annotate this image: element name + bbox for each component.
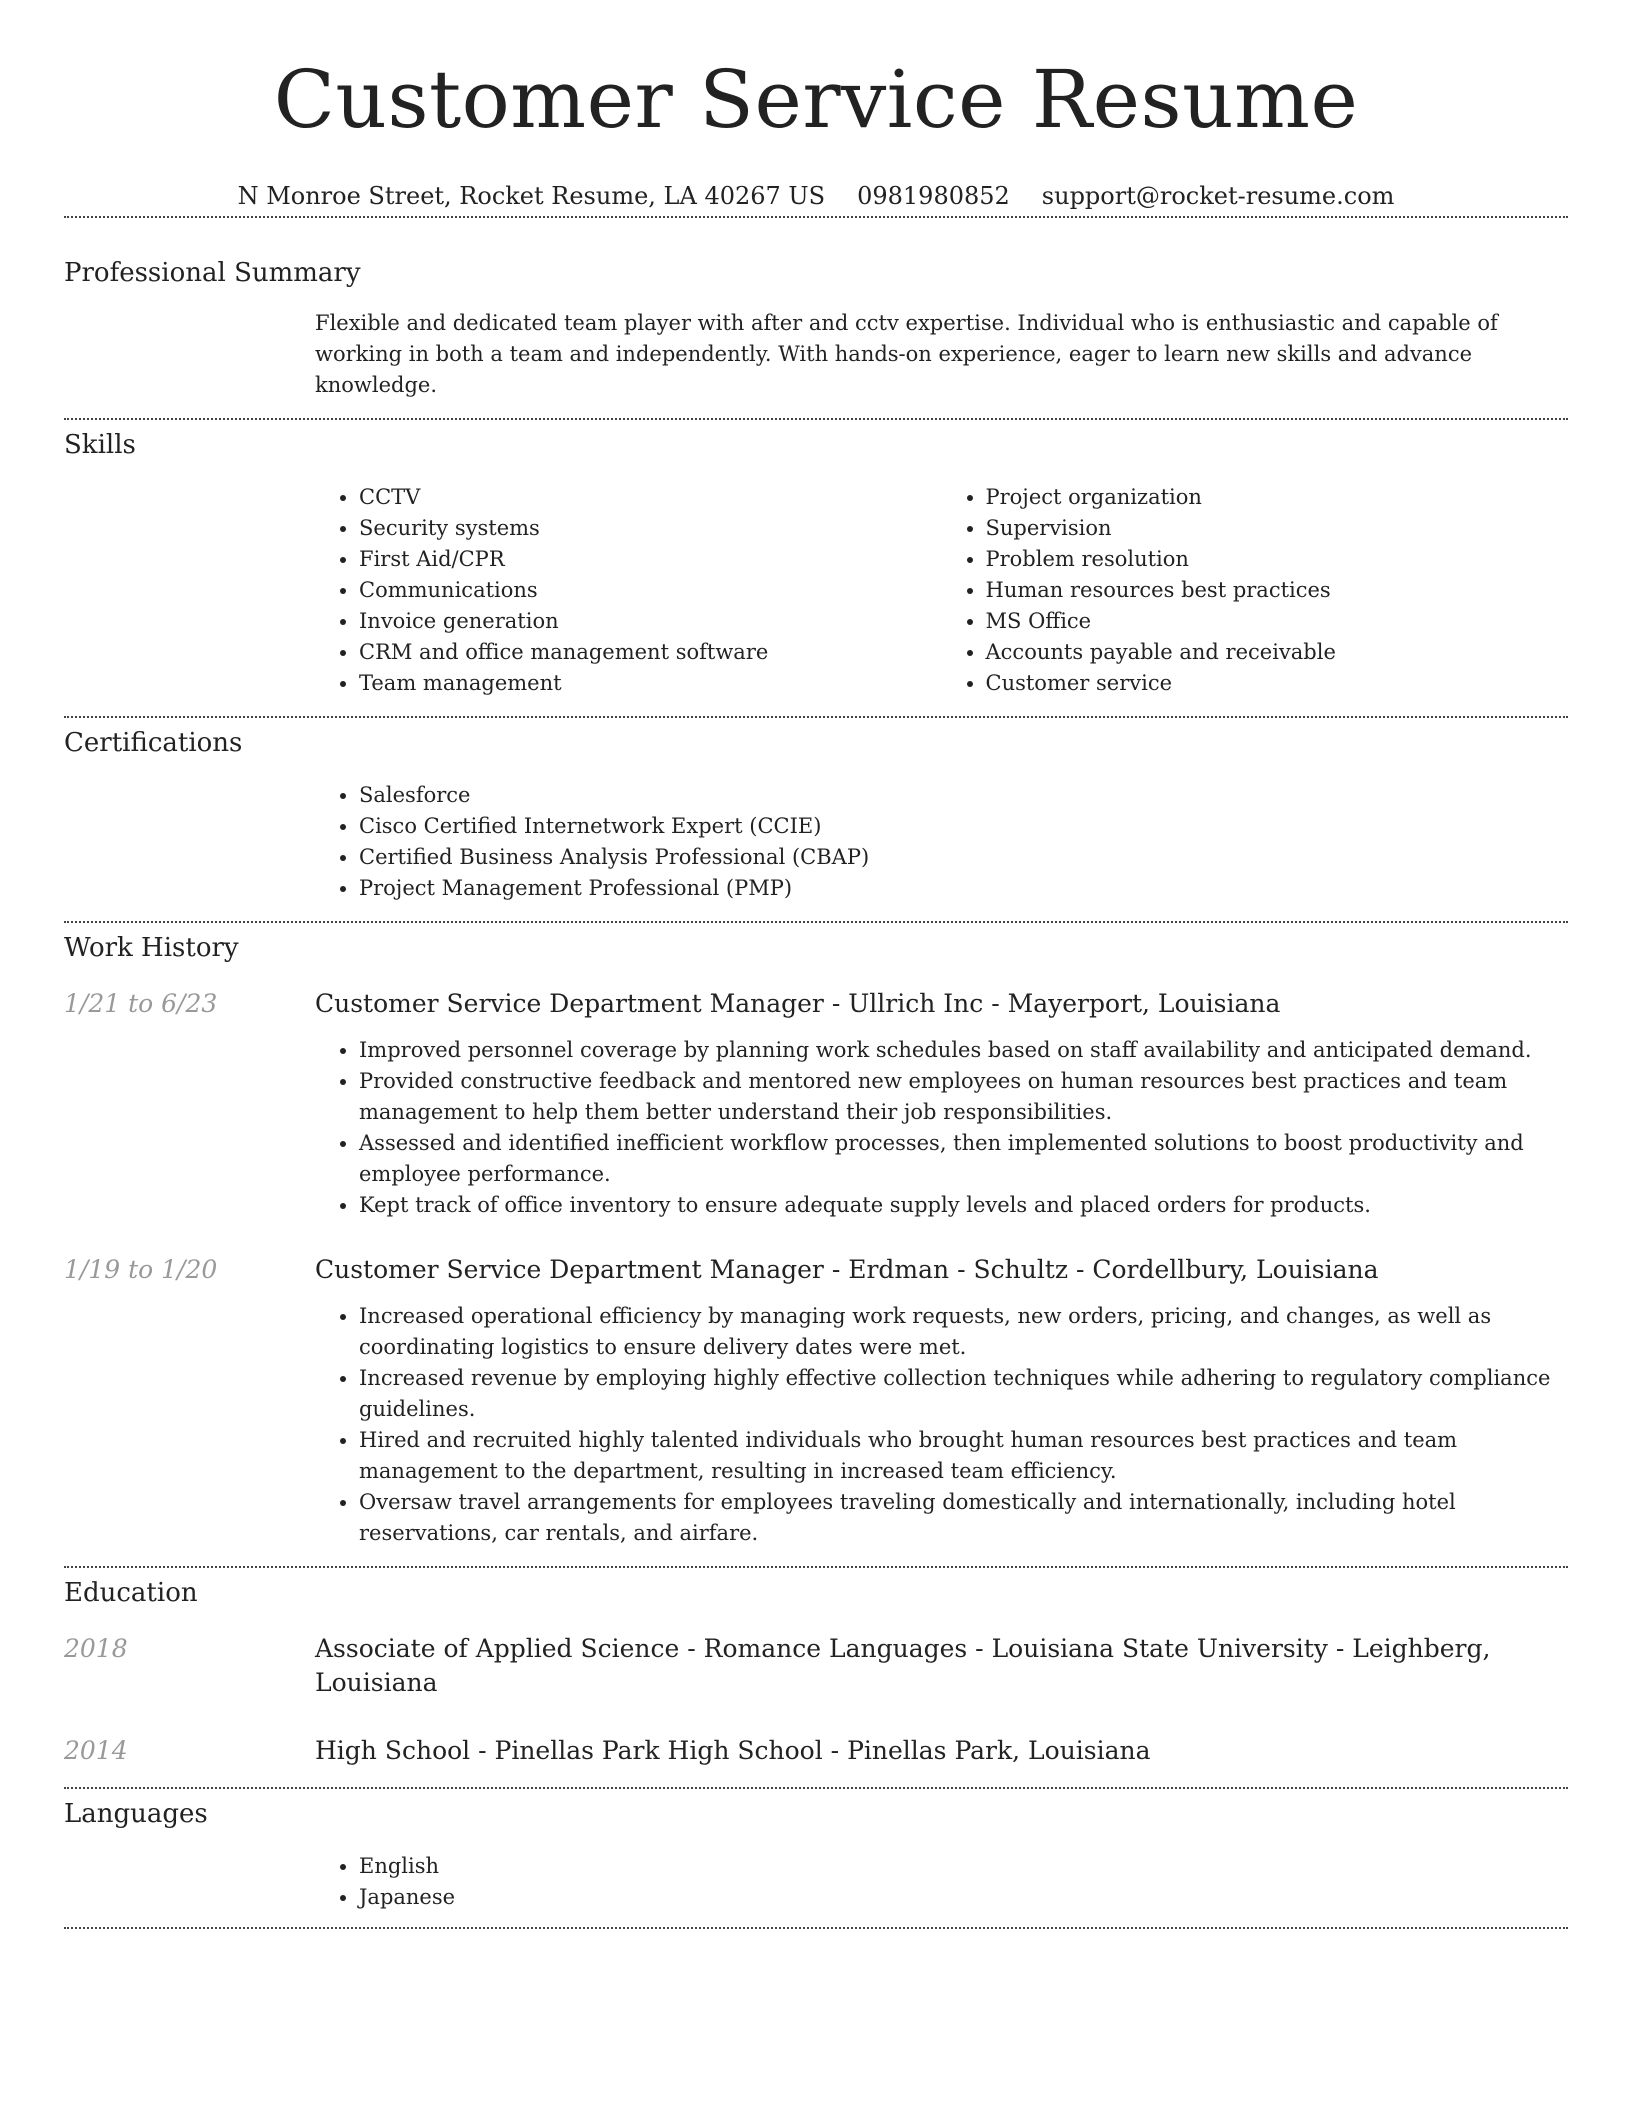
job-title: Customer Service Department Manager - Ullrich Inc - Mayerport, Louisiana xyxy=(315,989,1281,1018)
job-bullets xyxy=(315,1301,1568,1549)
education-title: High School - Pinellas Park High School - Pinellas Park, Louisiana xyxy=(315,1736,1151,1765)
list-item: • Security systems xyxy=(359,513,942,544)
languages-section xyxy=(64,1789,1568,1913)
skills-heading: Skills xyxy=(64,430,136,460)
skills-section xyxy=(64,420,1568,699)
list-item: • CCTV xyxy=(359,482,942,513)
job-bullets xyxy=(315,1035,1568,1221)
education-date: 2018 xyxy=(64,1634,128,1663)
list-item: • MS Office xyxy=(986,606,1569,637)
list-item: • Project Management Professional (PMP) xyxy=(359,873,1568,904)
summary-heading: Professional Summary xyxy=(64,258,361,288)
list-item: • Hired and recruited highly talented individuals who brought human resources best practices and team management to the department, resulting in increased team efficiency. xyxy=(359,1425,1568,1487)
contact-line xyxy=(64,176,1568,216)
list-item: • Project organization xyxy=(986,482,1569,513)
job-title: Customer Service Department Manager - Erdman - Schultz - Cordellbury, Louisiana xyxy=(315,1255,1379,1284)
certifications-list xyxy=(315,780,1568,904)
list-item: • English xyxy=(359,1851,1568,1882)
list-item: • Customer service xyxy=(986,668,1569,699)
list-item: • Invoice generation xyxy=(359,606,942,637)
education-entry xyxy=(64,1734,1568,1768)
work-heading: Work History xyxy=(64,933,239,963)
contact-email: support@rocket-resume.com xyxy=(1041,182,1395,210)
contact-address: N Monroe Street, Rocket Resume, LA 40267 US xyxy=(237,182,826,210)
job-date: 1/19 to 1/20 xyxy=(64,1255,218,1284)
list-item: • Cisco Certified Internetwork Expert (CCIE) xyxy=(359,811,1568,842)
job-entry xyxy=(64,1253,1568,1549)
education-section xyxy=(64,1568,1568,1768)
list-item: • CRM and office management software xyxy=(359,637,942,668)
list-item: • Certified Business Analysis Professional (CBAP) xyxy=(359,842,1568,873)
list-item: • Supervision xyxy=(986,513,1569,544)
education-entry xyxy=(64,1632,1568,1700)
education-date: 2014 xyxy=(64,1736,128,1765)
summary-text: Flexible and dedicated team player with after and cctv expertise. Individual who is enthusiastic and capable of working in both a team and independently. With hands-on experience, eager to learn new skills and advance knowledge. xyxy=(315,311,1498,397)
list-item: • Human resources best practices xyxy=(986,575,1569,606)
certifications-section xyxy=(64,718,1568,904)
list-item: • Team management xyxy=(359,668,942,699)
resume-page xyxy=(64,0,1568,1929)
list-item: • Oversaw travel arrangements for employees traveling domestically and internationally, including hotel reservations, car rentals, and airfare. xyxy=(359,1487,1568,1549)
education-heading: Education xyxy=(64,1578,198,1608)
skills-list-right xyxy=(942,482,1569,699)
list-item: • Communications xyxy=(359,575,942,606)
education-title: Associate of Applied Science - Romance Languages - Louisiana State University - Leighberg, Louisiana xyxy=(315,1634,1491,1697)
list-item: • Kept track of office inventory to ensure adequate supply levels and placed orders for products. xyxy=(359,1190,1568,1221)
summary-section xyxy=(64,218,1568,401)
job-date: 1/21 to 6/23 xyxy=(64,989,218,1018)
list-item: • Japanese xyxy=(359,1882,1568,1913)
list-item: • Accounts payable and receivable xyxy=(986,637,1569,668)
job-entry xyxy=(64,987,1568,1221)
certifications-heading: Certifications xyxy=(64,728,243,758)
list-item: • Increased operational efficiency by managing work requests, new orders, pricing, and changes, as well as coordinating logistics to ensure delivery dates were met. xyxy=(359,1301,1568,1363)
list-item: • Improved personnel coverage by planning work schedules based on staff availability and anticipated demand. xyxy=(359,1035,1568,1066)
languages-heading: Languages xyxy=(64,1799,208,1829)
languages-list xyxy=(315,1851,1568,1913)
skills-list-left xyxy=(315,482,942,699)
contact-phone: 0981980852 xyxy=(857,182,1010,210)
list-item: • Provided constructive feedback and mentored new employees on human resources best practices and team management to help them better understand their job responsibilities. xyxy=(359,1066,1568,1128)
work-section xyxy=(64,923,1568,1549)
list-item: • Increased revenue by employing highly effective collection techniques while adhering to regulatory compliance guidelines. xyxy=(359,1363,1568,1425)
list-item: • Problem resolution xyxy=(986,544,1569,575)
divider xyxy=(64,1927,1568,1929)
list-item: • First Aid/CPR xyxy=(359,544,942,575)
list-item: • Salesforce xyxy=(359,780,1568,811)
list-item: • Assessed and identified inefficient workflow processes, then implemented solutions to boost productivity and employee performance. xyxy=(359,1128,1568,1190)
resume-title: Customer Service Resume xyxy=(273,53,1359,146)
